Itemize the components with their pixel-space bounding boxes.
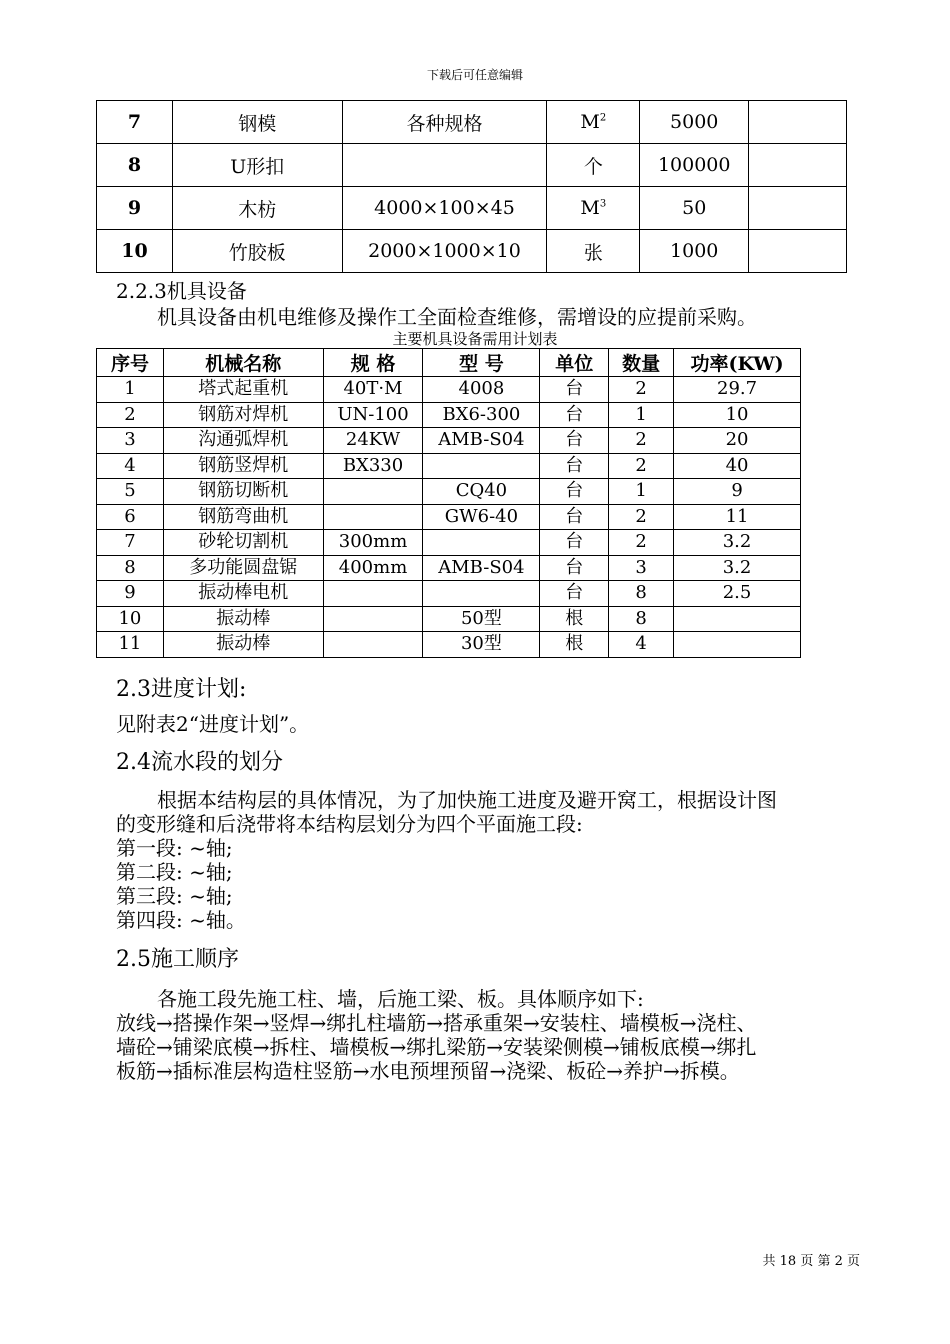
eq-power: 3.2 xyxy=(674,530,801,556)
eq-number: 9 xyxy=(97,581,164,607)
material-spec: 各种规格 xyxy=(342,101,547,144)
equipment-row xyxy=(97,555,801,581)
equipment-row xyxy=(97,632,801,658)
eq-spec: UN-100 xyxy=(323,402,423,428)
page-header: 下载后可任意编辑 xyxy=(426,68,523,82)
eq-name: 振动棒电机 xyxy=(163,581,323,607)
page-footer: 共 18 页 第 2 页 xyxy=(762,1254,860,1269)
sequence-line: 板筋→插标准层构造柱竖筋→水电预埋预留→浇梁、板砼→养护→拆模。 xyxy=(116,1059,740,1083)
eq-unit: 根 xyxy=(540,606,609,632)
eq-spec: 300mm xyxy=(323,530,423,556)
eq-power: 20 xyxy=(674,428,801,454)
segment-item: 第三段: ~轴; xyxy=(116,884,233,908)
equipment-row xyxy=(97,453,801,479)
eq-model xyxy=(423,581,540,607)
eq-model: CQ40 xyxy=(423,479,540,505)
material-quantity: 50 xyxy=(640,187,749,230)
material-quantity: 100000 xyxy=(640,144,749,187)
eq-name: 砂轮切割机 xyxy=(163,530,323,556)
equipment-table-title: 主要机具设备需用计划表 xyxy=(392,330,558,348)
eq-spec: 24KW xyxy=(323,428,423,454)
eq-number: 3 xyxy=(97,428,164,454)
eq-spec xyxy=(323,606,423,632)
eq-unit: 台 xyxy=(540,479,609,505)
row-number: 9 xyxy=(97,187,173,230)
eq-spec xyxy=(323,632,423,658)
eq-number: 11 xyxy=(97,632,164,658)
eq-number: 2 xyxy=(97,402,164,428)
eq-power: 2.5 xyxy=(674,581,801,607)
eq-quantity: 2 xyxy=(609,453,674,479)
eq-unit: 台 xyxy=(540,581,609,607)
eq-power: 10 xyxy=(674,402,801,428)
row-number: 7 xyxy=(97,101,173,144)
materials-row xyxy=(97,144,847,187)
material-quantity: 5000 xyxy=(640,101,749,144)
segment-item: 第四段: ~轴。 xyxy=(116,908,246,932)
row-number: 8 xyxy=(97,144,173,187)
eq-name: 沟通弧焊机 xyxy=(163,428,323,454)
eq-model: AMB-S04 xyxy=(423,428,540,454)
eq-model: AMB-S04 xyxy=(423,555,540,581)
segment-item: 第二段: ~轴; xyxy=(116,860,233,884)
material-note xyxy=(749,144,847,187)
equipment-column-header: 型 号 xyxy=(423,349,540,377)
eq-model: 30型 xyxy=(423,632,540,658)
eq-quantity: 1 xyxy=(609,402,674,428)
equipment-row xyxy=(97,402,801,428)
eq-name: 钢筋对焊机 xyxy=(163,402,323,428)
eq-quantity: 2 xyxy=(609,530,674,556)
eq-name: 钢筋弯曲机 xyxy=(163,504,323,530)
material-unit: $M^3$ xyxy=(547,187,640,230)
material-unit: 张 xyxy=(547,230,640,273)
materials-row xyxy=(97,101,847,144)
eq-name: 钢筋切断机 xyxy=(163,479,323,505)
material-spec: 2000×1000×10 xyxy=(342,230,547,273)
equipment-column-header: 机械名称 xyxy=(163,349,323,377)
equipment-row xyxy=(97,606,801,632)
material-spec: 4000×100×45 xyxy=(342,187,547,230)
eq-quantity: 8 xyxy=(609,581,674,607)
equipment-column-header: 单位 xyxy=(540,349,609,377)
eq-model xyxy=(423,453,540,479)
eq-power: 9 xyxy=(674,479,801,505)
eq-quantity: 2 xyxy=(609,504,674,530)
eq-quantity: 4 xyxy=(609,632,674,658)
equipment-row xyxy=(97,581,801,607)
equipment-row xyxy=(97,530,801,556)
material-unit: $M^2$ xyxy=(547,101,640,144)
eq-power: 3.2 xyxy=(674,555,801,581)
section-2-4-heading: 2.4流水段的划分 xyxy=(116,750,283,775)
eq-spec: 40T·M xyxy=(323,377,423,403)
eq-number: 1 xyxy=(97,377,164,403)
eq-spec xyxy=(323,504,423,530)
eq-model: BX6-300 xyxy=(423,402,540,428)
eq-power xyxy=(674,632,801,658)
equipment-row xyxy=(97,428,801,454)
segment-item: 第一段: ~轴; xyxy=(116,836,233,860)
material-name: 木枋 xyxy=(172,187,342,230)
equipment-table xyxy=(96,348,801,658)
equipment-row xyxy=(97,504,801,530)
material-quantity: 1000 xyxy=(640,230,749,273)
section-2-5-heading: 2.5施工顺序 xyxy=(116,947,239,972)
eq-name: 塔式起重机 xyxy=(163,377,323,403)
eq-spec xyxy=(323,581,423,607)
eq-quantity: 2 xyxy=(609,377,674,403)
equipment-column-header: 序号 xyxy=(97,349,164,377)
eq-number: 7 xyxy=(97,530,164,556)
section-2-5-intro: 各施工段先施工柱、墙，后施工梁、板。具体顺序如下: xyxy=(157,987,644,1011)
eq-unit: 台 xyxy=(540,377,609,403)
material-name: U形扣 xyxy=(172,144,342,187)
eq-quantity: 2 xyxy=(609,428,674,454)
eq-name: 钢筋竖焊机 xyxy=(163,453,323,479)
eq-name: 多功能圆盘锯 xyxy=(163,555,323,581)
section-2-4-para-line1: 根据本结构层的具体情况，为了加快施工进度及避开窝工，根据设计图 xyxy=(157,788,777,812)
section-2-3-heading: 2.3进度计划: xyxy=(116,677,247,702)
eq-number: 10 xyxy=(97,606,164,632)
eq-unit: 台 xyxy=(540,428,609,454)
row-number: 10 xyxy=(97,230,173,273)
material-name: 竹胶板 xyxy=(172,230,342,273)
eq-unit: 台 xyxy=(540,504,609,530)
materials-row xyxy=(97,187,847,230)
equipment-row xyxy=(97,377,801,403)
material-note xyxy=(749,187,847,230)
eq-number: 4 xyxy=(97,453,164,479)
eq-power: 11 xyxy=(674,504,801,530)
equipment-row xyxy=(97,479,801,505)
eq-unit: 台 xyxy=(540,402,609,428)
material-name: 钢模 xyxy=(172,101,342,144)
section-2-2-3-heading: 2.2.3机具设备 xyxy=(116,279,247,303)
materials-table xyxy=(96,100,847,273)
equipment-column-header: 规 格 xyxy=(323,349,423,377)
eq-quantity: 8 xyxy=(609,606,674,632)
eq-power xyxy=(674,606,801,632)
eq-model xyxy=(423,530,540,556)
eq-unit: 台 xyxy=(540,453,609,479)
eq-power: 40 xyxy=(674,453,801,479)
sequence-line: 墙砼→铺梁底模→拆柱、墙模板→绑扎梁筋→安装梁侧模→铺板底模→绑扎 xyxy=(116,1035,757,1059)
eq-unit: 根 xyxy=(540,632,609,658)
material-spec xyxy=(342,144,547,187)
eq-unit: 台 xyxy=(540,555,609,581)
eq-name: 振动棒 xyxy=(163,632,323,658)
material-note xyxy=(749,101,847,144)
section-2-2-3-paragraph: 机具设备由机电维修及操作工全面检查维修，需增设的应提前采购。 xyxy=(157,305,757,329)
sequence-line: 放线→搭操作架→竖焊→绑扎柱墙筋→搭承重架→安装柱、墙模板→浇柱、 xyxy=(116,1011,757,1035)
eq-unit: 台 xyxy=(540,530,609,556)
eq-number: 6 xyxy=(97,504,164,530)
eq-model: 4008 xyxy=(423,377,540,403)
eq-name: 振动棒 xyxy=(163,606,323,632)
section-2-3-paragraph: 见附表2“进度计划”。 xyxy=(116,712,310,736)
eq-quantity: 3 xyxy=(609,555,674,581)
eq-number: 5 xyxy=(97,479,164,505)
eq-spec: BX330 xyxy=(323,453,423,479)
eq-quantity: 1 xyxy=(609,479,674,505)
eq-spec xyxy=(323,479,423,505)
material-unit: 个 xyxy=(547,144,640,187)
material-note xyxy=(749,230,847,273)
section-2-4-para-line2: 的变形缝和后浇带将本结构层划分为四个平面施工段: xyxy=(116,812,583,836)
equipment-column-header: 功率(KW) xyxy=(674,349,801,377)
eq-number: 8 xyxy=(97,555,164,581)
eq-power: 29.7 xyxy=(674,377,801,403)
materials-row xyxy=(97,230,847,273)
eq-model: GW6-40 xyxy=(423,504,540,530)
eq-model: 50型 xyxy=(423,606,540,632)
equipment-column-header: 数量 xyxy=(609,349,674,377)
eq-spec: 400mm xyxy=(323,555,423,581)
